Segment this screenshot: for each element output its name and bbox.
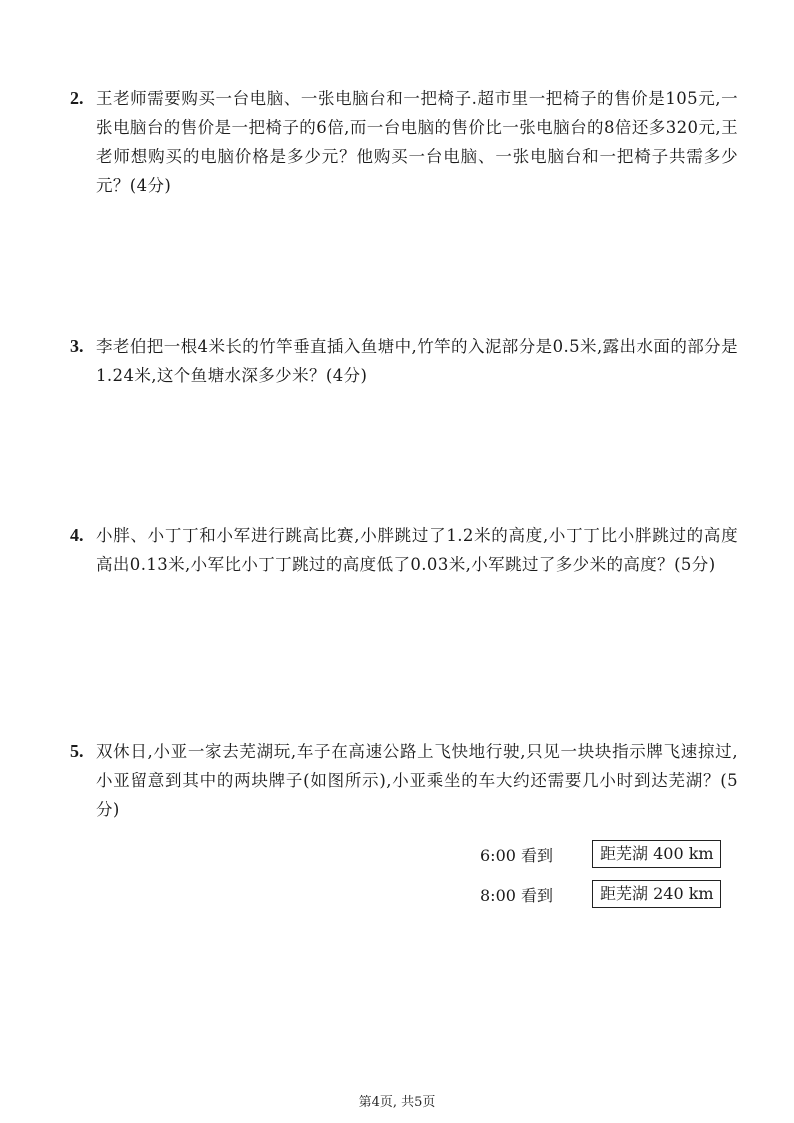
sign-time-label: 8:00 看到 (480, 885, 554, 905)
question-4 (70, 521, 738, 579)
road-sign-row (480, 880, 721, 908)
page-footer: 第4页, 共5页 (358, 1095, 436, 1110)
question-text: 李老伯把一根4米长的竹竿垂直插入鱼塘中,竹竿的入泥部分是0.5米,露出水面的部分是1.24米,这个鱼塘水深多少米？(4分) (96, 337, 738, 385)
question-number: 4. (70, 525, 84, 545)
road-sign: 距芜湖 240 km (592, 880, 721, 908)
question-2 (70, 84, 738, 200)
question-text: 双休日,小亚一家去芜湖玩,车子在高速公路上飞快地行驶,只见一块块指示牌飞速掠过,小亚留意到其中的两块牌子(如图所示),小亚乘坐的车大约还需要几小时到达芜湖？(5分) (96, 742, 738, 819)
question-text: 王老师需要购买一台电脑、一张电脑台和一把椅子.超市里一把椅子的售价是105元,一张电脑台的售价是一把椅子的6倍,而一台电脑的售价比一张电脑台的8倍还多320元,王老师想购买的电脑价格是多少元？他购买一台电脑、一张电脑台和一把椅子共需多少元？(4分) (96, 89, 738, 195)
question-text: 小胖、小丁丁和小军进行跳高比赛,小胖跳过了1.2米的高度,小丁丁比小胖跳过的高度高出0.13米,小军比小丁丁跳过的高度低了0.03米,小军跳过了多少米的高度？(5分) (96, 526, 738, 574)
question-number: 3. (70, 336, 84, 356)
question-number: 2. (70, 88, 84, 108)
road-sign: 距芜湖 400 km (592, 840, 721, 868)
question-number: 5. (70, 741, 84, 761)
road-sign-row (480, 840, 721, 868)
question-5 (70, 737, 738, 824)
sign-time-label: 6:00 看到 (480, 845, 554, 865)
question-3 (70, 332, 738, 390)
